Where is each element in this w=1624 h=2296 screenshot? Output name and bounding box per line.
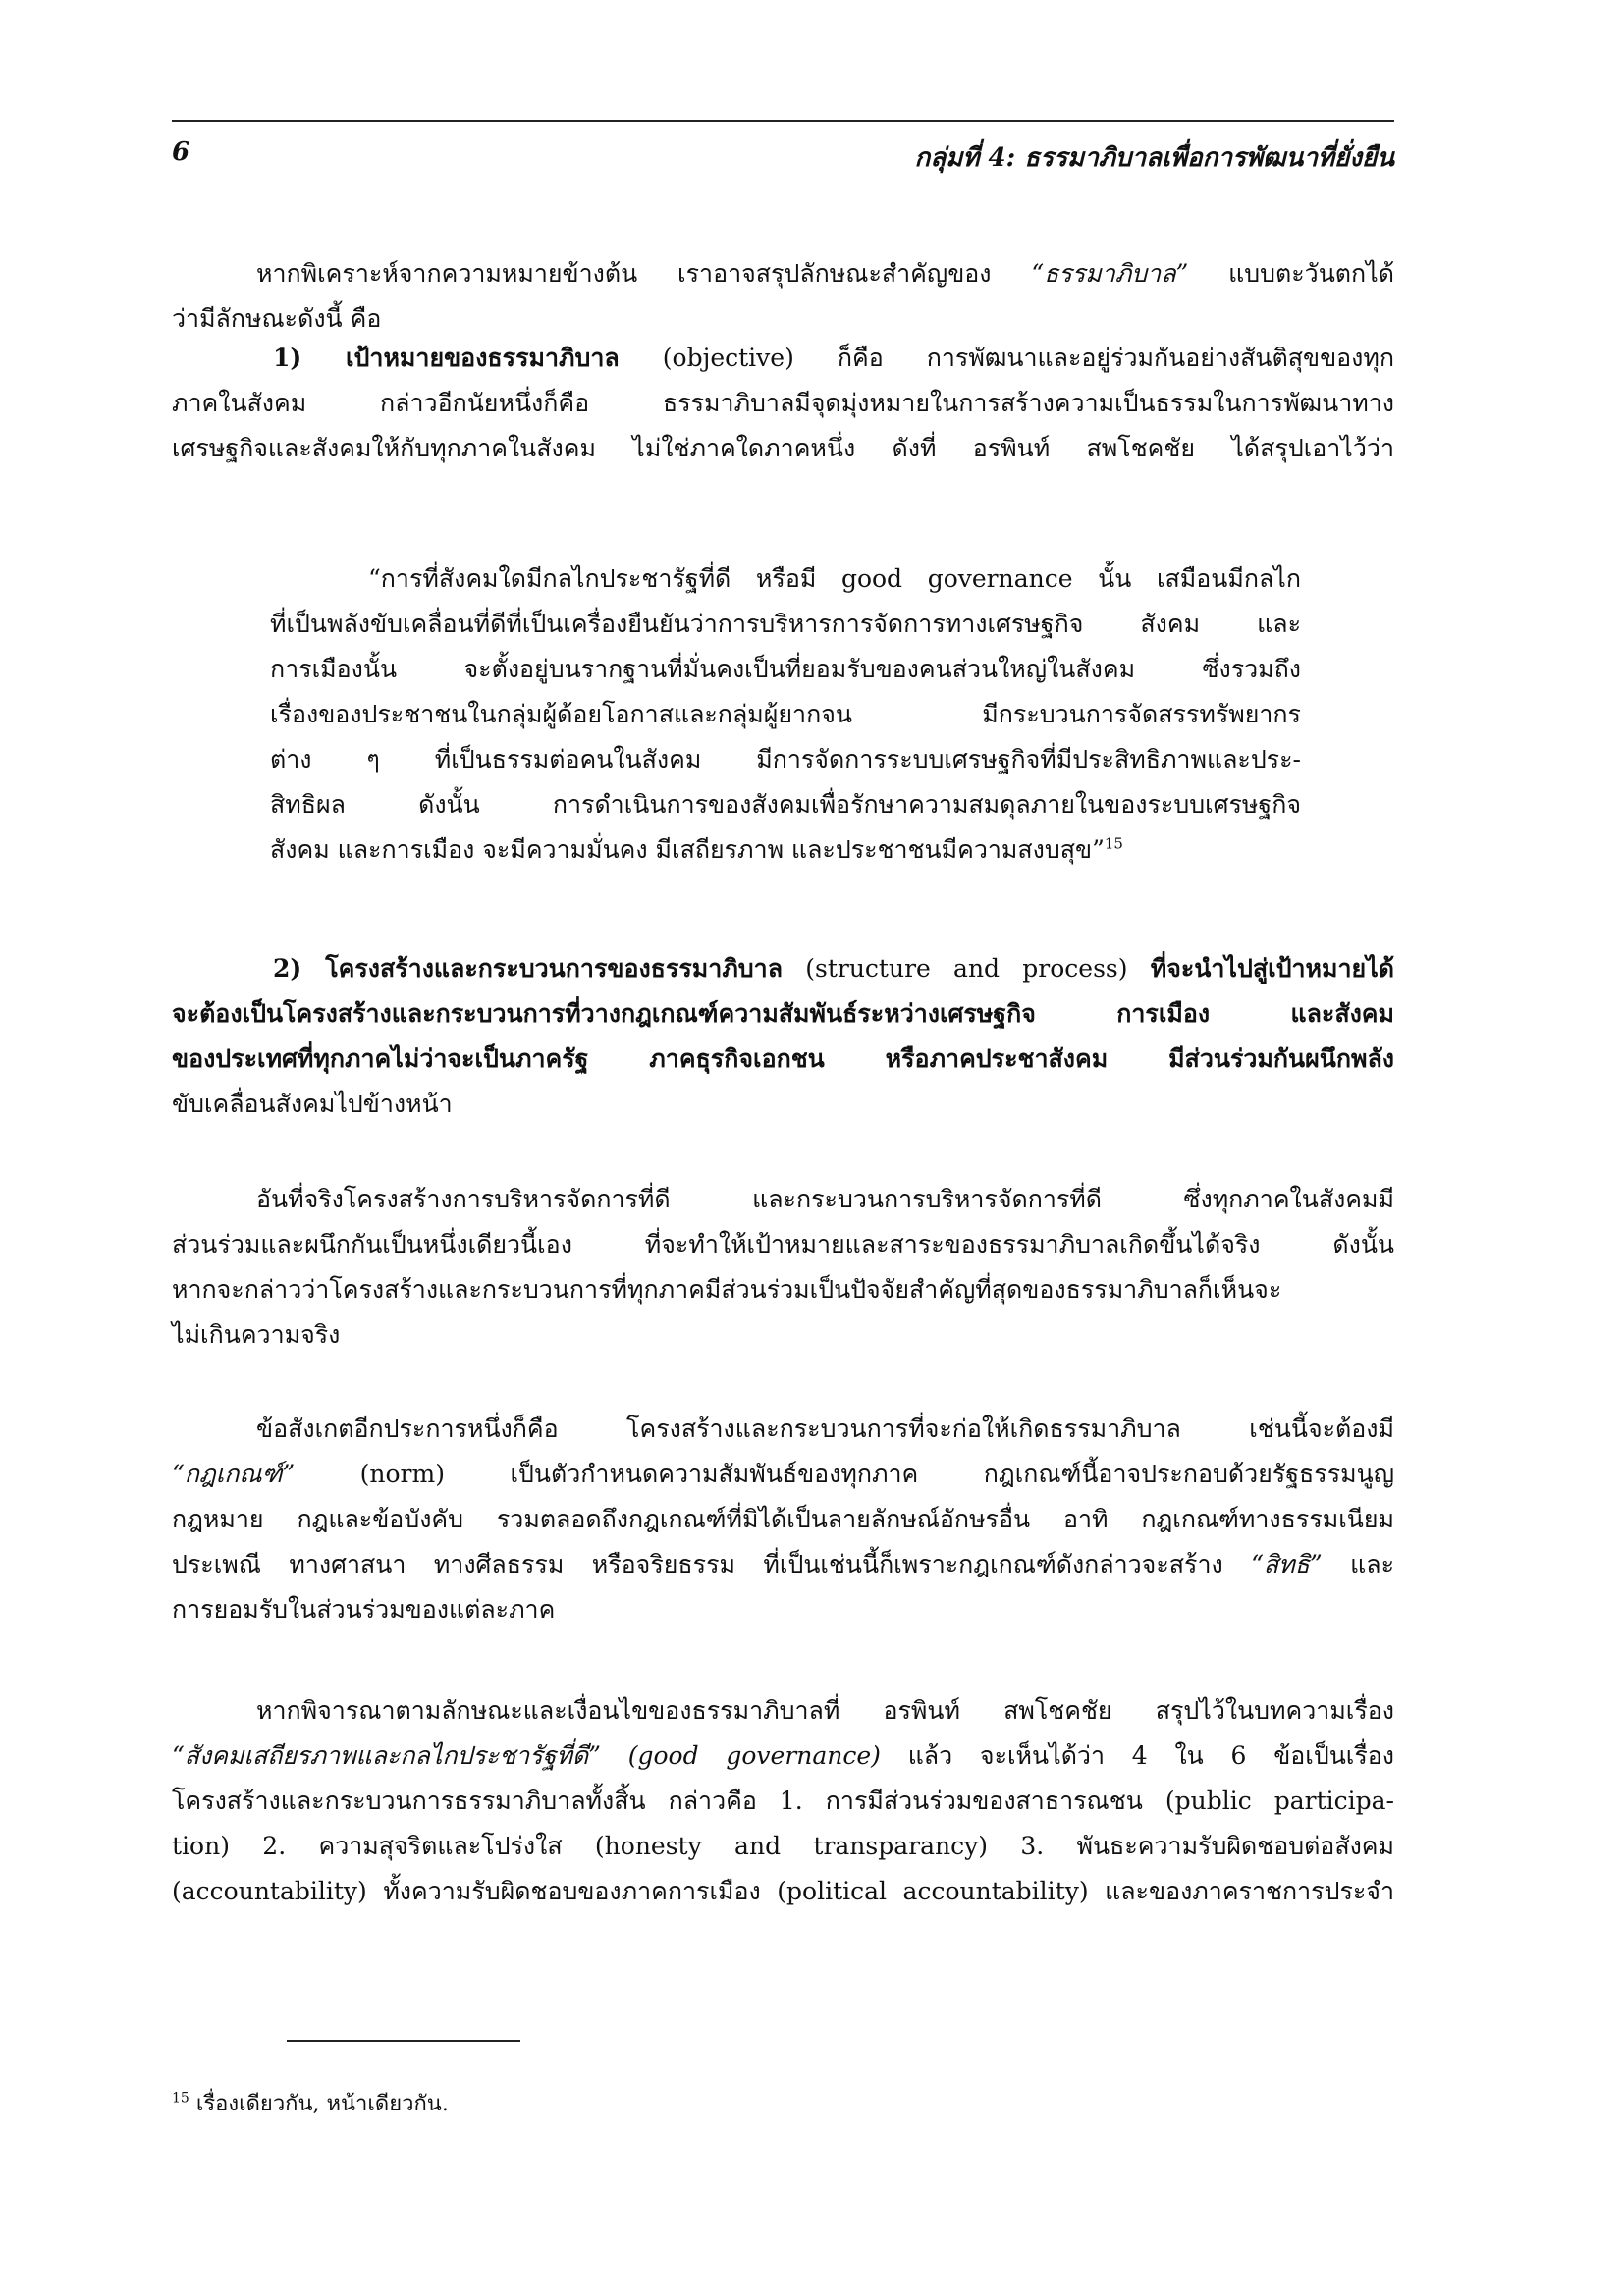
text-run: สังคม และการเมือง จะมีความมั่นคง มีเสถียรภาพ และประชาชนมีความสงบสุข”: [270, 835, 1105, 864]
item-1-paragraph: [172, 336, 1394, 471]
paragraph-line: [172, 946, 1394, 991]
paragraph-line: อันที่จริงโครงสร้างการบริหารจัดการที่ดี และกระบวนการบริหารจัดการที่ดี ซึ่งทุกภาคในสังคมมี: [256, 1185, 1394, 1213]
paragraph-line: (accountability) ทั้งความรับผิดชอบของภาคการเมือง (political accountability) และของภาคราชการประจำ: [172, 1877, 1394, 1905]
paragraph-line: ส่วนร่วมและผนึกกันเป็นหนึ่งเดียวนี้เอง ที่จะทำให้เป้าหมายและสาระของธรรมาภิบาลเกิดขึ้นได้จริง ดังนั้น: [172, 1230, 1394, 1258]
block-quote: [270, 557, 1301, 873]
text-run: หากพิเคราะห์จากความหมายข้างต้น เราอาจสรุปลักษณะสำคัญของ: [256, 259, 1032, 288]
intro-paragraph: [172, 251, 1394, 342]
paragraph-line: กฎหมาย กฎและข้อบังคับ รวมตลอดถึงกฎเกณฑ์ที่มิได้เป็นลายลักษณ์อักษรอื่น อาทิ กฎเกณฑ์ทางธรรมเนียม: [172, 1505, 1394, 1533]
text-run: และ: [1322, 1550, 1394, 1578]
text-run: แบบตะวันตกได้: [1188, 259, 1394, 288]
paragraph-line: จะต้องเป็นโครงสร้างและกระบวนการที่วางกฎเกณฑ์ความสัมพันธ์ระหว่างเศรษฐกิจ การเมือง และสังคม: [172, 999, 1394, 1028]
paragraph-line: หากจะกล่าวว่าโครงสร้างและกระบวนการที่ทุกภาคมีส่วนร่วมเป็นปัจจัยสำคัญที่สุดของธรรมาภิบาลก็เห็นจะ: [172, 1275, 1282, 1304]
paragraph-line: โครงสร้างและกระบวนการธรรมาภิบาลทั้งสิ้น กล่าวคือ 1. การมีส่วนร่วมของสาธารณชน (public participa-: [172, 1787, 1394, 1815]
text-run: ที่จะนำไปสู่เป้าหมายได้: [1150, 954, 1395, 983]
footnote-number: 15: [172, 2090, 189, 2107]
quote-line: “การที่สังคมใดมีกลไกประชารัฐที่ดี หรือมี good governance นั้น เสมือนมีกลไก: [368, 564, 1301, 593]
header-rule: [172, 120, 1394, 122]
term-dhammabhibal: “ธรรมาภิบาล”: [1031, 259, 1189, 288]
article-title: “สังคมเสถียรภาพและกลไกประชารัฐที่ดี” (good governance): [172, 1741, 881, 1770]
item-1-heading: 1) เป้าหมายของธรรมาภิบาล: [273, 344, 620, 372]
quote-line: เรื่องของประชาชนในกลุ่มผู้ด้อยโอกาสและกลุ่มผู้ยากจน มีกระบวนการจัดสรรทรัพยากร: [270, 700, 1301, 728]
running-title: กลุ่มที่ 4: ธรรมาภิบาลเพื่อการพัฒนาที่ยั่งยืน: [914, 143, 1394, 173]
paragraph-line: ข้อสังเกตอีกประการหนึ่งก็คือ โครงสร้างและกระบวนการที่จะก่อให้เกิดธรรมาภิบาล เช่นนี้จะต้องมี: [256, 1415, 1394, 1443]
paragraph-line: tion) 2. ความสุจริตและโปร่งใส (honesty and transparancy) 3. พันธะความรับผิดชอบต่อสังคม: [172, 1832, 1394, 1860]
item-2-heading: 2) โครงสร้างและกระบวนการของธรรมาภิบาล: [273, 954, 784, 983]
paragraph-line: ของประเทศที่ทุกภาคไม่ว่าจะเป็นภาครัฐ ภาคธุรกิจเอกชน หรือภาคประชาสังคม มีส่วนร่วมกันผนึกพลัง: [172, 1044, 1394, 1073]
term-norm: “กฎเกณฑ์”: [172, 1460, 296, 1488]
quote-line: [270, 828, 1301, 873]
footnote: [172, 2086, 449, 2120]
footnote-reference: 15: [1104, 834, 1123, 853]
paragraph-line: ภาคในสังคม กล่าวอีกนัยหนึ่งก็คือ ธรรมาภิบาลมีจุดมุ่งหมายในการสร้างความเป็นธรรมในการพัฒนาทาง: [172, 389, 1394, 417]
paragraph-line: [172, 1734, 1394, 1779]
quote-line: ที่เป็นพลังขับเคลื่อนที่ดีที่เป็นเครื่องยืนยันว่าการบริหารการจัดการทางเศรษฐกิจ สังคม และ: [270, 610, 1301, 638]
text-run: (structure and process): [783, 954, 1151, 983]
footnote-text: เรื่องเดียวกัน, หน้าเดียวกัน.: [195, 2092, 449, 2116]
quote-line: ต่าง ๆ ที่เป็นธรรมต่อคนในสังคม มีการจัดการระบบเศรษฐกิจที่มีประสิทธิภาพและประ-: [270, 745, 1301, 774]
quote-line: สิทธิผล ดังนั้น การดำเนินการของสังคมเพื่อรักษาความสมดุลภายในของระบบเศรษฐกิจ: [270, 790, 1301, 819]
page-header: [172, 137, 1394, 177]
paragraph-line: ว่ามีลักษณะดังนี้ คือ: [172, 304, 382, 333]
paragraph-5: [172, 1688, 1394, 1914]
paragraph-line: [172, 251, 1394, 296]
text-run: ประเพณี ทางศาสนา ทางศีลธรรม หรือจริยธรรม ที่เป็นเช่นนี้ก็เพราะกฎเกณฑ์ดังกล่าวจะสร้าง: [172, 1550, 1252, 1578]
paragraph-line: เศรษฐกิจและสังคมให้กับทุกภาคในสังคม ไม่ใช่ภาคใดภาคหนึ่ง ดังที่ อรพินท์ สพโชคชัย ได้สรุปเอาไว้ว่า: [172, 434, 1394, 462]
term-rights: “สิทธิ”: [1251, 1550, 1323, 1578]
text-run: (objective) ก็คือ การพัฒนาและอยู่ร่วมกันอย่างสันติสุขของทุก: [619, 344, 1394, 372]
paragraph-line: ขับเคลื่อนสังคมไปข้างหน้า: [172, 1090, 453, 1118]
paragraph-line: [172, 1452, 1394, 1497]
paragraph-line: [172, 1542, 1394, 1587]
paragraph-line: ไม่เกินความจริง: [172, 1320, 341, 1349]
paragraph-line: การยอมรับในส่วนร่วมของแต่ละภาค: [172, 1595, 556, 1624]
paragraph-line: หากพิจารณาตามลักษณะและเงื่อนไขของธรรมาภิบาลที่ อรพินท์ สพโชคชัย สรุปไว้ในบทความเรื่อง: [256, 1696, 1394, 1725]
paragraph-line: [172, 336, 1394, 381]
paragraph-3: [172, 1177, 1394, 1358]
paragraph-4: [172, 1407, 1394, 1632]
footnote-rule: [287, 2040, 520, 2042]
page-number: 6: [172, 137, 190, 167]
item-2-paragraph: [172, 946, 1394, 1127]
quote-line: การเมืองนั้น จะตั้งอยู่บนรากฐานที่มั่นคงเป็นที่ยอมรับของคนส่วนใหญ่ในสังคม ซึ่งรวมถึง: [270, 655, 1301, 683]
text-run: แล้ว จะเห็นได้ว่า 4 ใน 6 ข้อเป็นเรื่อง: [880, 1741, 1394, 1770]
text-run: (norm) เป็นตัวกำหนดความสัมพันธ์ของทุกภาค กฎเกณฑ์นี้อาจประกอบด้วยรัฐธรรมนูญ: [295, 1460, 1394, 1488]
